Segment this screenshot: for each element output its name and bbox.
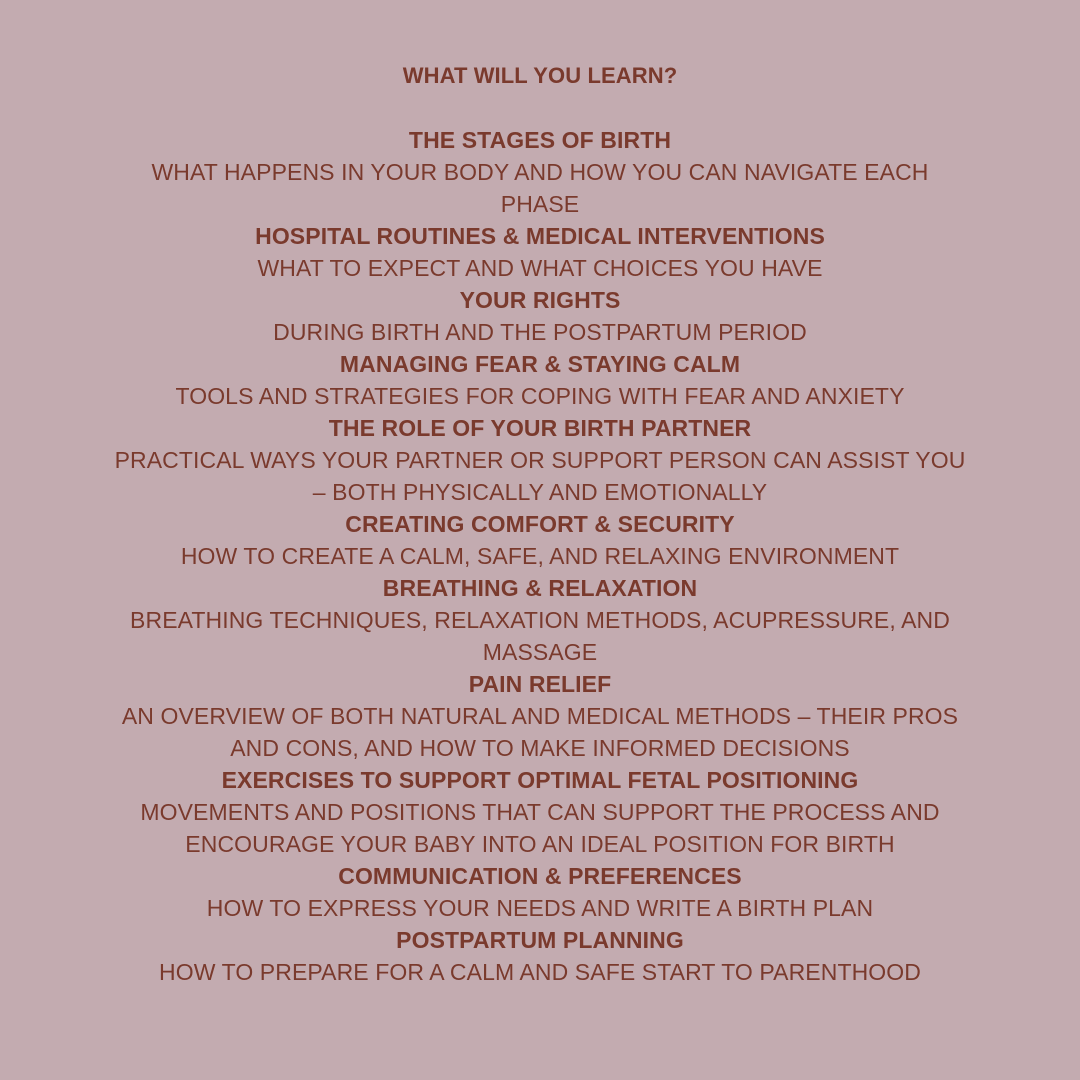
page-heading: WHAT WILL YOU LEARN? bbox=[402, 63, 678, 88]
topic-title: POSTPARTUM PLANNING bbox=[396, 927, 684, 953]
topic-description: HOW TO EXPRESS YOUR NEEDS AND WRITE A BIRTH PLAN bbox=[206, 895, 874, 921]
topic-item bbox=[110, 348, 970, 412]
topic-title: PAIN RELIEF bbox=[468, 671, 612, 697]
topic-description: WHAT HAPPENS IN YOUR BODY AND HOW YOU CAN NAVIGATE EACH PHASE bbox=[151, 159, 929, 217]
topic-description: BREATHING TECHNIQUES, RELAXATION METHODS, ACUPRESSURE, AND MASSAGE bbox=[130, 607, 950, 665]
topic-item bbox=[110, 220, 970, 284]
topic-title: THE ROLE OF YOUR BIRTH PARTNER bbox=[328, 415, 752, 441]
topic-item bbox=[110, 924, 970, 988]
topic-item bbox=[110, 668, 970, 764]
topic-item bbox=[110, 860, 970, 924]
topic-item bbox=[110, 284, 970, 348]
topic-title: BREATHING & RELAXATION bbox=[382, 575, 698, 601]
topic-item bbox=[110, 124, 970, 220]
topic-title: EXERCISES TO SUPPORT OPTIMAL FETAL POSITIONING bbox=[221, 767, 859, 793]
topic-title: THE STAGES OF BIRTH bbox=[408, 127, 672, 153]
topic-description: AN OVERVIEW OF BOTH NATURAL AND MEDICAL METHODS – THEIR PROS AND CONS, AND HOW TO MAKE INFORMED DECISIONS bbox=[121, 703, 959, 761]
topic-description: TOOLS AND STRATEGIES FOR COPING WITH FEAR AND ANXIETY bbox=[175, 383, 905, 409]
topic-description: HOW TO CREATE A CALM, SAFE, AND RELAXING ENVIRONMENT bbox=[180, 543, 900, 569]
topic-title: HOSPITAL ROUTINES & MEDICAL INTERVENTIONS bbox=[255, 223, 825, 249]
topic-description: PRACTICAL WAYS YOUR PARTNER OR SUPPORT PERSON CAN ASSIST YOU – BOTH PHYSICALLY AND EMOTIONALLY bbox=[114, 447, 966, 505]
topic-item bbox=[110, 764, 970, 860]
topic-item bbox=[110, 412, 970, 508]
topic-description: HOW TO PREPARE FOR A CALM AND SAFE START TO PARENTHOOD bbox=[159, 959, 921, 985]
topic-title: MANAGING FEAR & STAYING CALM bbox=[339, 351, 741, 377]
topic-description: MOVEMENTS AND POSITIONS THAT CAN SUPPORT THE PROCESS AND ENCOURAGE YOUR BABY INTO AN IDEAL POSITION FOR BIRTH bbox=[140, 799, 940, 857]
topic-description: WHAT TO EXPECT AND WHAT CHOICES YOU HAVE bbox=[257, 255, 823, 281]
topic-title: YOUR RIGHTS bbox=[459, 287, 621, 313]
topic-title: COMMUNICATION & PREFERENCES bbox=[338, 863, 742, 889]
topic-list bbox=[110, 124, 970, 988]
topic-title: CREATING COMFORT & SECURITY bbox=[345, 511, 735, 537]
topic-description: DURING BIRTH AND THE POSTPARTUM PERIOD bbox=[273, 319, 807, 345]
topic-item bbox=[110, 572, 970, 668]
topic-item bbox=[110, 508, 970, 572]
